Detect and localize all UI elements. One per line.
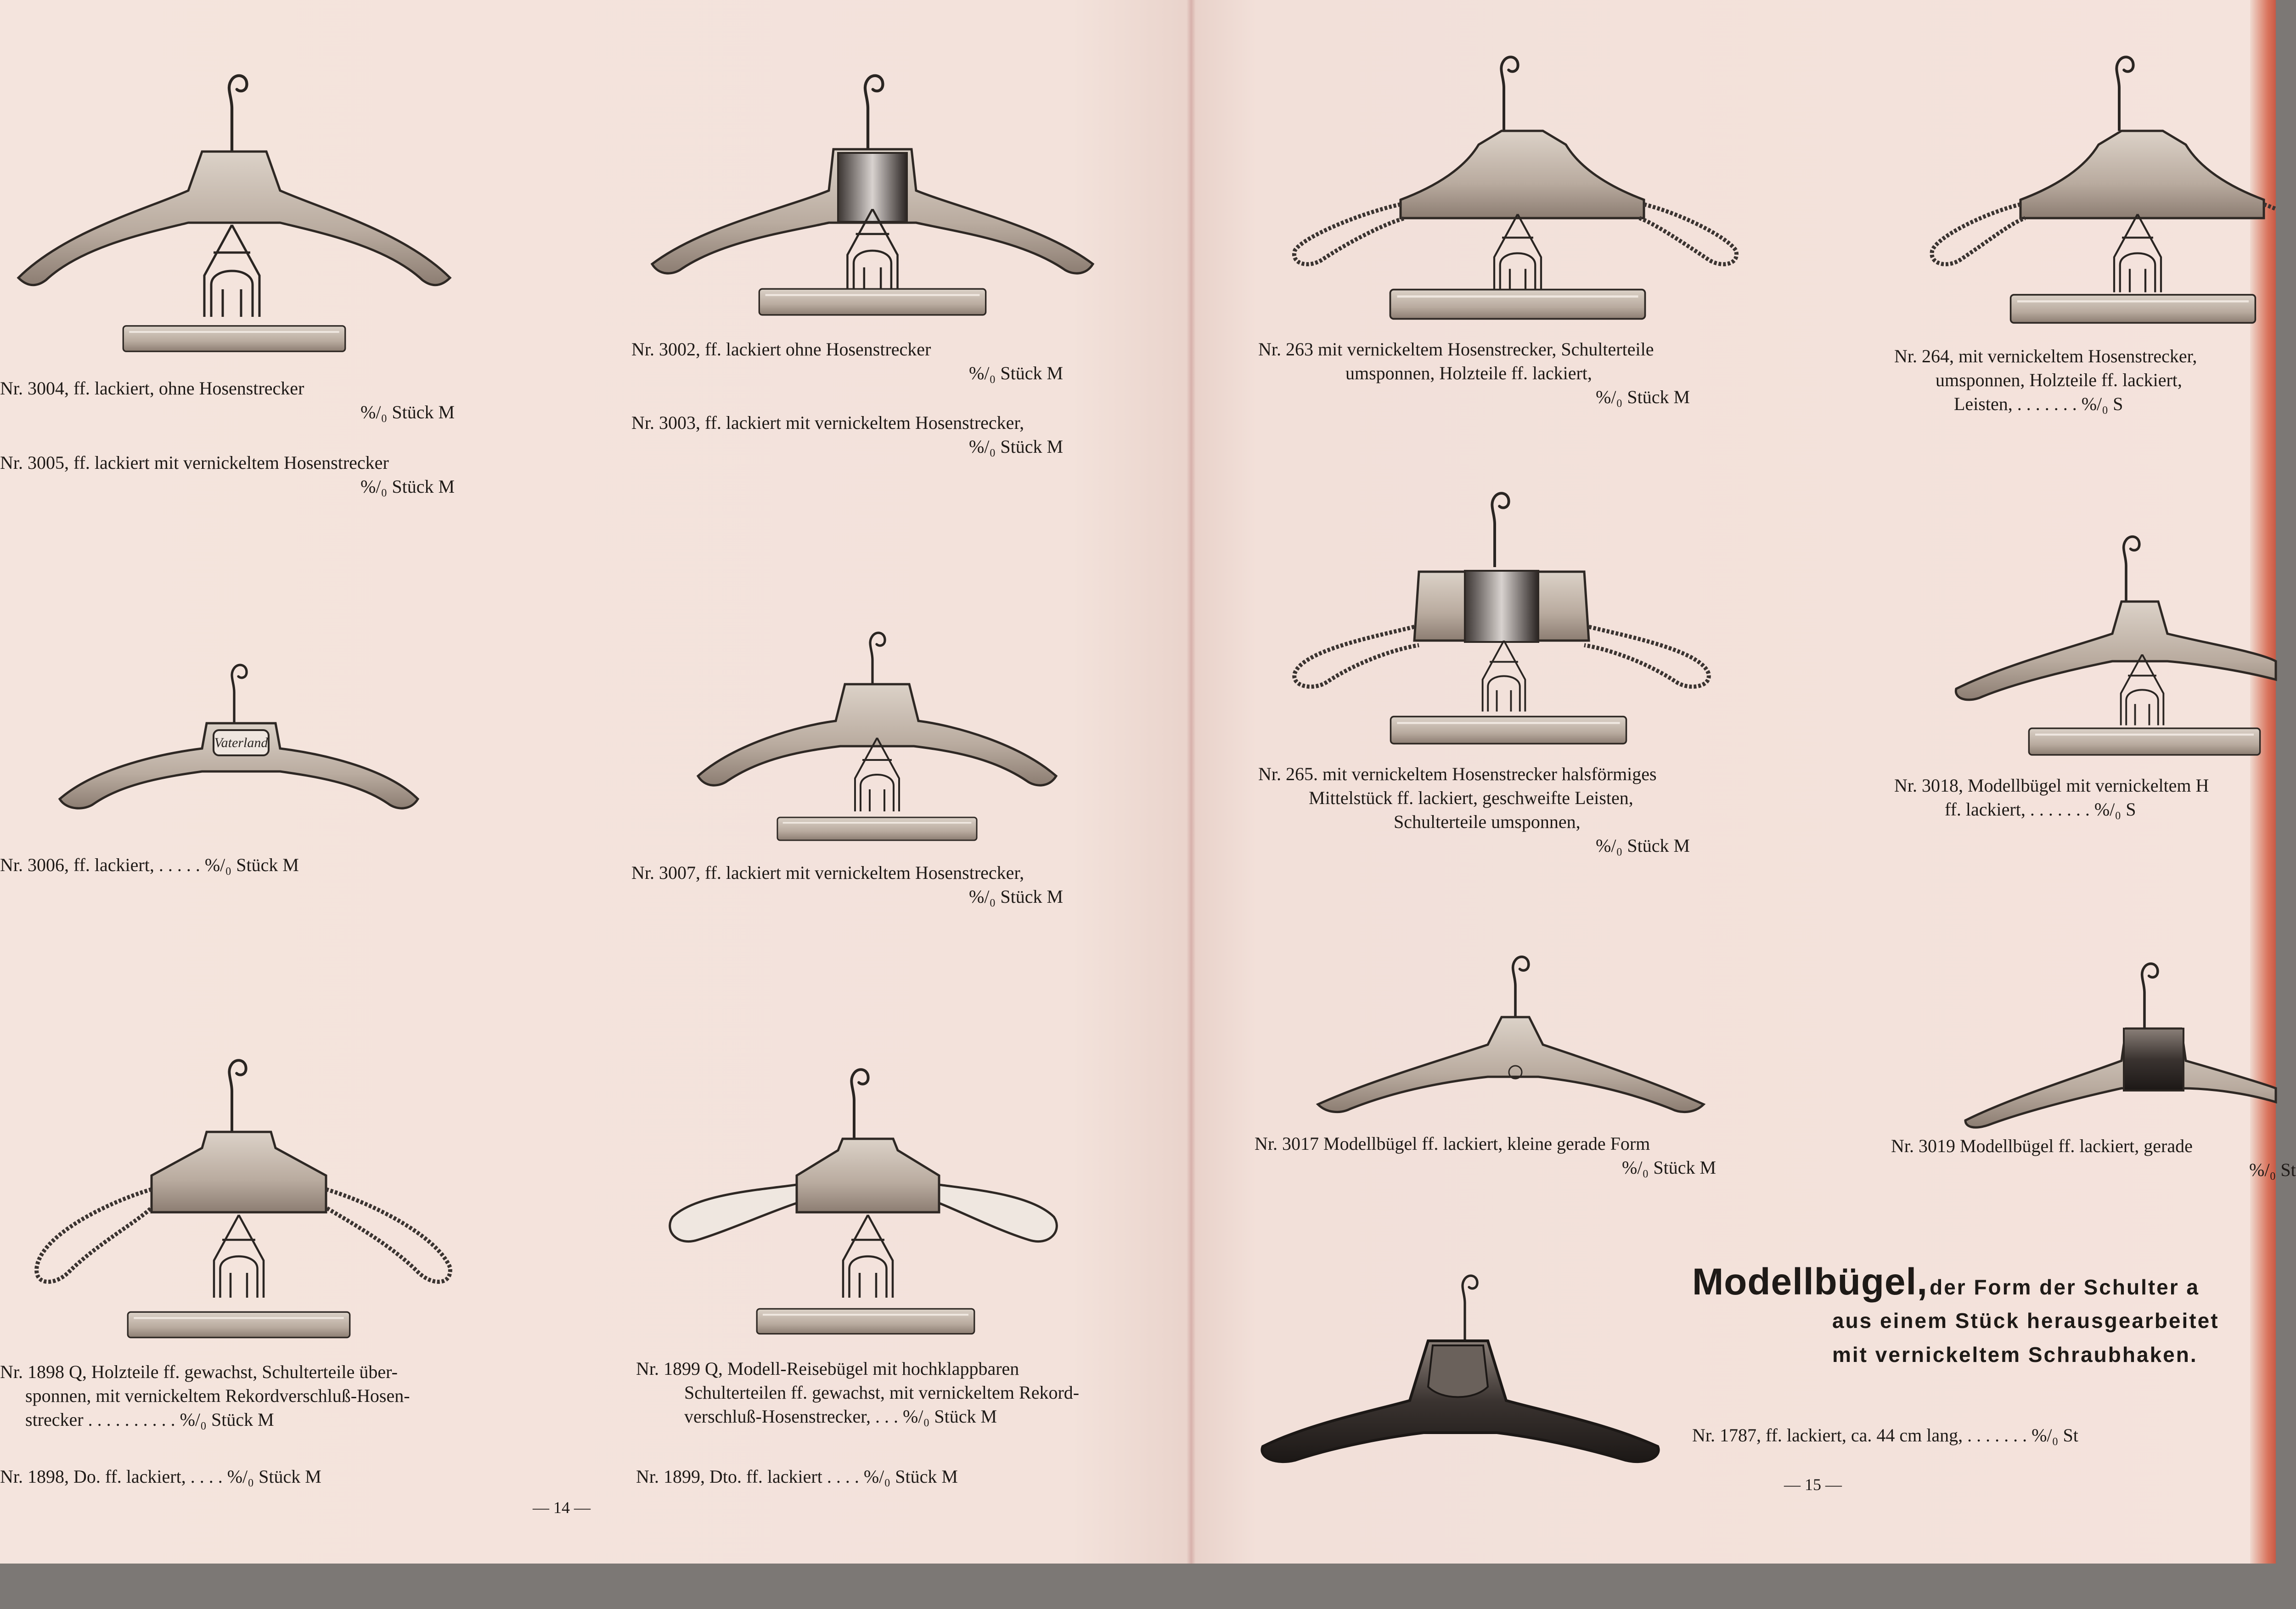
- caption-line: verschluß-Hosenstrecker, . . . %/₀ Stück M: [684, 1406, 997, 1427]
- caption-3004: [0, 377, 455, 424]
- caption-line: Nr. 3004, ff. lackiert, ohne Hosenstrecker: [0, 378, 304, 399]
- hanger-3007-illustration: [693, 629, 1061, 850]
- caption-line: Nr. 1787, ff. lackiert, ca. 44 cm lang, . . . . . . . %/₀ St: [1692, 1425, 2078, 1446]
- hanger-3006-illustration: [55, 661, 422, 831]
- caption-line: Nr. 1898, Do. ff. lackiert, . . . . %/₀ Stück M: [0, 1466, 321, 1487]
- caption-line: Leisten, . . . . . . . %/₀ S: [1954, 394, 2123, 414]
- caption-3006: [0, 853, 299, 877]
- hanger-1898Q-illustration: [28, 1056, 459, 1345]
- caption-3005: [0, 451, 455, 499]
- page-number-left: — 14 —: [533, 1498, 591, 1517]
- caption-265: [1258, 762, 1690, 858]
- caption-line: Nr. 3005, ff. lackiert mit vernickeltem Hosenstrecker: [0, 452, 389, 473]
- caption-line: Mittelstück ff. lackiert, geschweifte Leisten,: [1309, 788, 1633, 808]
- caption-line: Nr. 3019 Modellbügel ff. lackiert, gerade: [1891, 1136, 2193, 1156]
- caption-line: umsponnen, Holzteile ff. lackiert,: [1936, 370, 2182, 390]
- hanger-3017-illustration: [1313, 953, 1708, 1127]
- caption-line: Nr. 1898 Q, Holzteile ff. gewachst, Schulterteile über-: [0, 1361, 398, 1382]
- caption-line: Nr. 3002, ff. lackiert ohne Hosenstrecker: [631, 339, 931, 360]
- caption-price: %/₀ Stück M: [969, 886, 1064, 907]
- caption-line: Schulterteile umsponnen,: [1394, 811, 1581, 832]
- hanger-3018-illustration: [1947, 533, 2276, 762]
- banner-line3: mit vernickeltem Schraubhaken.: [1832, 1343, 2198, 1367]
- caption-price: %/₀ Stück M: [1622, 1157, 1716, 1178]
- caption-line: Nr. 3003, ff. lackiert mit vernickeltem Hosenstrecker,: [631, 412, 1024, 433]
- caption-price: %/₀ Stück M: [1596, 387, 1690, 407]
- caption-price: %/₀ Stück M: [360, 476, 455, 497]
- caption-3017: [1255, 1132, 1716, 1180]
- caption-line: Nr. 3018, Modellbügel mit vernickeltem H: [1894, 775, 2209, 796]
- modellbuegel-banner: [1692, 1260, 2219, 1372]
- caption-line: Nr. 263 mit vernickeltem Hosenstrecker, Schulterteile: [1258, 339, 1654, 360]
- caption-price: %/₀ Stück M: [969, 436, 1064, 457]
- caption-264: [1894, 344, 2197, 416]
- hanger-3002-illustration: [645, 71, 1100, 328]
- caption-3002: [631, 338, 1063, 385]
- hanger-3004-illustration: [9, 71, 464, 365]
- caption-line: Nr. 3017 Modellbügel ff. lackiert, kleine gerade Form: [1255, 1133, 1650, 1154]
- caption-3003: [631, 411, 1063, 459]
- caption-line: Nr. 1899 Q, Modell-Reisebügel mit hochklappbaren: [636, 1358, 1019, 1379]
- caption-line: umsponnen, Holzteile ff. lackiert,: [1345, 363, 1592, 383]
- hanger-3019-illustration: [1961, 960, 2276, 1130]
- page-number-right: — 15 —: [1784, 1475, 1842, 1494]
- caption-line: ff. lackiert, . . . . . . . %/₀ S: [1945, 799, 2136, 820]
- caption-1787: [1692, 1423, 2078, 1447]
- hanger-263-illustration: [1286, 53, 1745, 324]
- caption-263: [1258, 338, 1690, 409]
- caption-3019: [1891, 1134, 2296, 1182]
- caption-1899Q: [636, 1357, 1079, 1429]
- banner-line1: der Form der Schulter a: [1930, 1275, 2200, 1299]
- caption-price: %/₀ Stück M: [1596, 835, 1690, 856]
- book-spine: [1187, 0, 1196, 1564]
- caption-1898: [0, 1465, 321, 1489]
- caption-line: Schulterteilen ff. gewachst, mit vernickeltem Rekord-: [684, 1382, 1080, 1403]
- caption-line: sponnen, mit vernickeltem Rekordverschluß-Hosen-: [25, 1385, 410, 1406]
- banner-title: Modellbügel,: [1692, 1261, 1928, 1303]
- caption-1898Q: [0, 1360, 410, 1432]
- caption-3007: [631, 861, 1063, 909]
- hanger-1899Q-illustration: [659, 1065, 1068, 1341]
- caption-1899: [636, 1465, 958, 1489]
- caption-line: Nr. 1899, Dto. ff. lackiert . . . . %/₀ Stück M: [636, 1466, 958, 1487]
- banner-line2: aus einem Stück herausgearbeitet: [1832, 1309, 2219, 1333]
- caption-price: %/₀ Stück M: [360, 402, 455, 422]
- caption-price: %/₀ St: [2249, 1159, 2296, 1180]
- caption-line: Nr. 264, mit vernickeltem Hosenstrecker,: [1894, 346, 2197, 366]
- hanger-265-illustration: [1286, 489, 1717, 755]
- caption-3018: [1894, 774, 2209, 821]
- caption-line: strecker . . . . . . . . . . %/₀ Stück M: [25, 1409, 274, 1430]
- caption-line: Nr. 265. mit vernickeltem Hosenstrecker halsförmiges: [1258, 764, 1657, 784]
- brand-badge: Vaterland: [214, 735, 268, 750]
- hanger-264-illustration: [1929, 53, 2276, 328]
- caption-line: Nr. 3006, ff. lackiert, . . . . . %/₀ Stück M: [0, 855, 299, 875]
- caption-line: Nr. 3007, ff. lackiert mit vernickeltem Hosenstrecker,: [631, 862, 1024, 883]
- hanger-1787-illustration: [1258, 1272, 1671, 1465]
- caption-price: %/₀ Stück M: [969, 363, 1064, 383]
